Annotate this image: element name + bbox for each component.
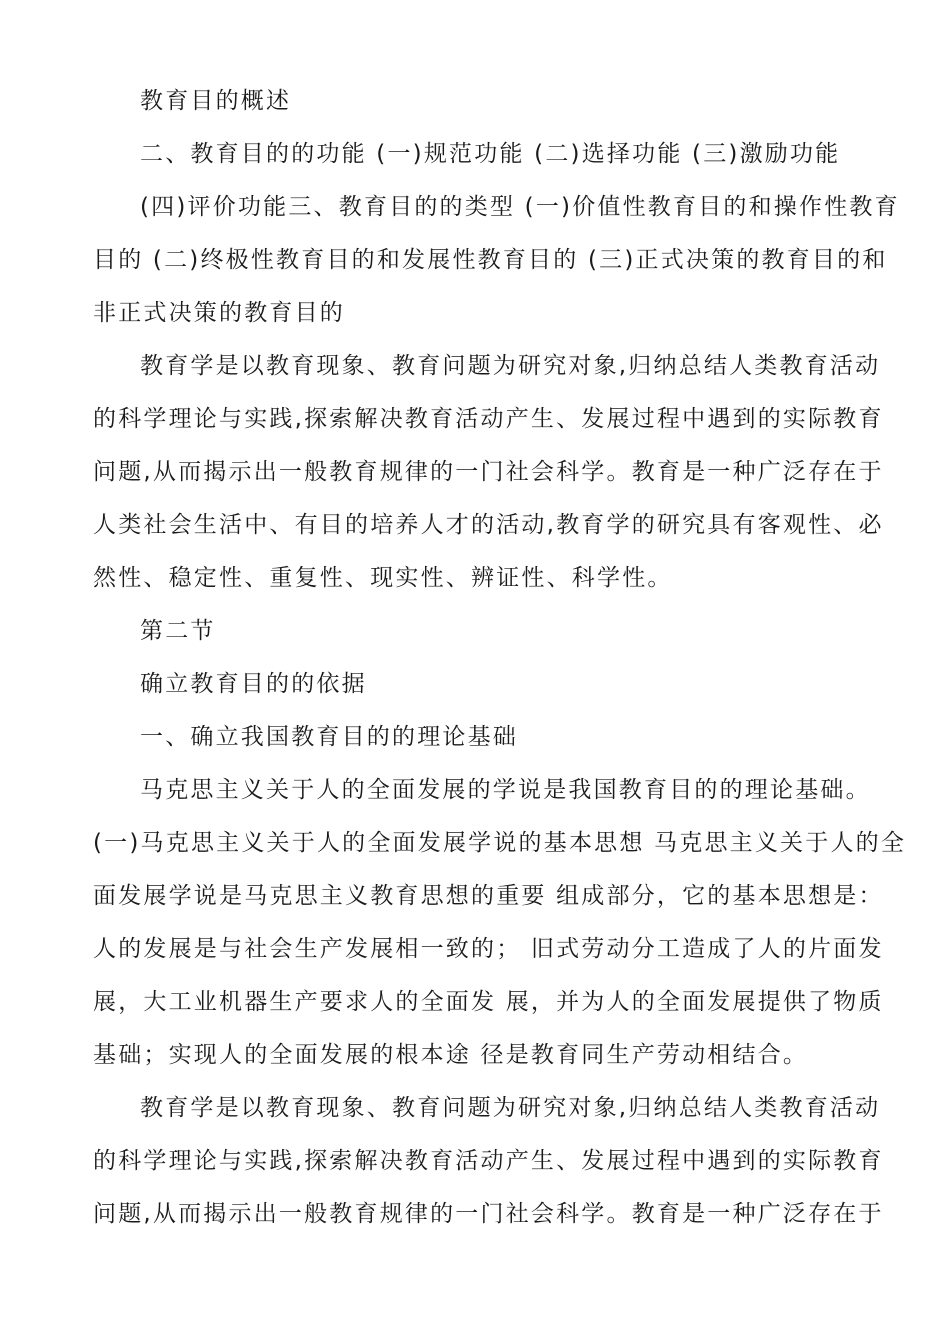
text-line: (一)马克思主义关于人的全面发展学说的基本思想 马克思主义关于人的全 xyxy=(93,830,907,856)
text-line: 教育学是以教育现象、教育问题为研究对象,归纳总结人类教育活动 xyxy=(140,1095,881,1121)
section-title: 确立教育目的的依据 xyxy=(140,671,367,697)
text-line: 的科学理论与实践,探索解决教育活动产生、发展过程中遇到的实际教育 xyxy=(93,1148,884,1174)
text-line: 的科学理论与实践,探索解决教育活动产生、发展过程中遇到的实际教育 xyxy=(93,406,884,432)
text-line: 目的 (二)终极性教育目的和发展性教育目的 (三)正式决策的教育目的和 xyxy=(93,247,888,273)
text-line: 问题,从而揭示出一般教育规律的一门社会科学。教育是一种广泛存在于 xyxy=(93,459,884,485)
text-line: 教育目的概述 xyxy=(140,88,292,114)
text-line: 基础；实现人的全面发展的根本途 径是教育同生产劳动相结合。 xyxy=(93,1042,809,1068)
text-line: 马克思主义关于人的全面发展的学说是我国教育目的的理论基础。 xyxy=(140,777,871,803)
text-line: 展，大工业机器生产要求人的全面发 展，并为人的全面发展提供了物质 xyxy=(93,989,884,1015)
text-line: 教育学是以教育现象、教育问题为研究对象,归纳总结人类教育活动 xyxy=(140,353,881,379)
text-line: 非正式决策的教育目的 xyxy=(93,300,345,326)
text-line: 面发展学说是马克思主义教育思想的重要 组成部分，它的基本思想是： xyxy=(93,883,884,909)
document-body xyxy=(93,75,907,1241)
text-line: 人类社会生活中、有目的培养人才的活动,教育学的研究具有客观性、必 xyxy=(93,512,884,538)
text-line: 人的发展是与社会生产发展相一致的； 旧式劳动分工造成了人的片面发 xyxy=(93,936,884,962)
section-heading: 第二节 xyxy=(140,618,216,644)
text-line: 问题,从而揭示出一般教育规律的一门社会科学。教育是一种广泛存在于 xyxy=(93,1201,884,1227)
text-line: (四)评价功能三、教育目的的类型 (一)价值性教育目的和操作性教育 xyxy=(140,194,900,220)
text-line: 二、教育目的的功能 (一)规范功能 (二)选择功能 (三)激励功能 xyxy=(140,141,841,167)
text-line: 然性、稳定性、重复性、现实性、辨证性、科学性。 xyxy=(93,565,673,591)
subsection-heading: 一、确立我国教育目的的理论基础 xyxy=(140,724,518,750)
